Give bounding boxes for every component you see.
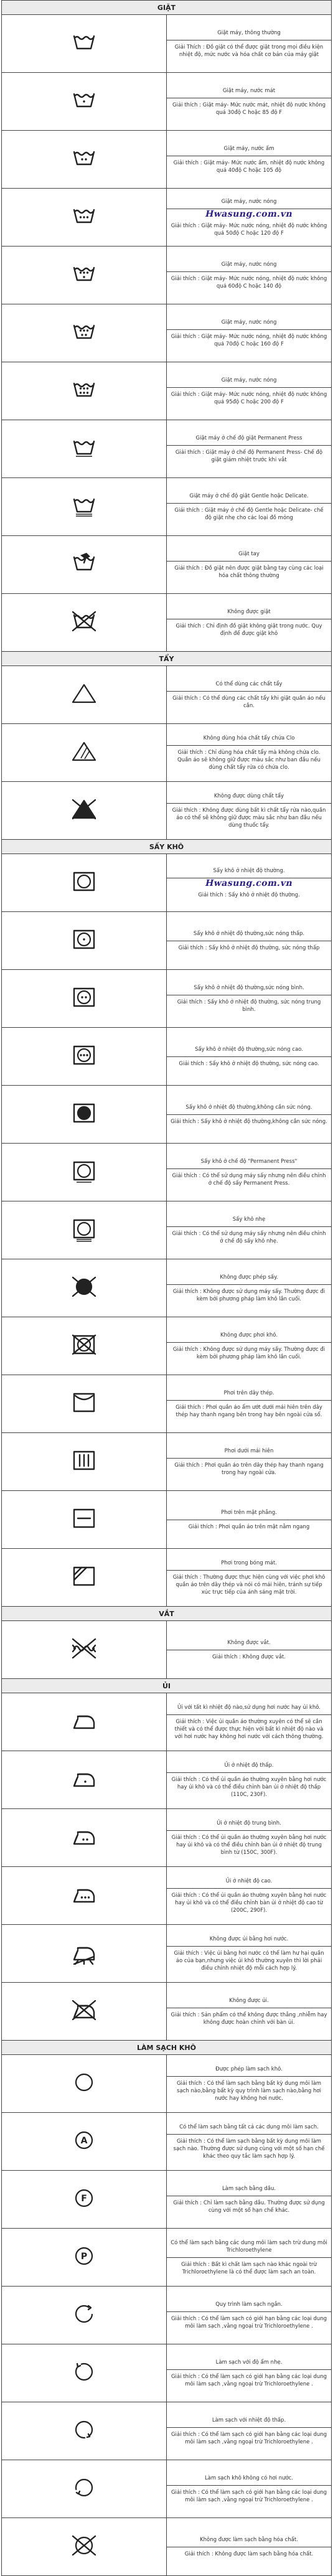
dry-clean-petroleum-icon [70, 2186, 98, 2212]
care-row [2, 2229, 332, 2287]
care-symbol-cell [2, 362, 167, 420]
do-not-tumble-dry-icon [70, 1275, 98, 1301]
care-title: Được phép làm sạch khô. [215, 2066, 283, 2072]
care-description: Giải thích : Sấy khô ở nhiệt độ thường,không cần sức nóng. [171, 1118, 327, 1125]
care-title: Ủi ở nhiệt độ trung bình. [217, 1820, 281, 1826]
care-description: Giải thích : Có thể dùng các chất tẩy khi giặt quần áo nếu cần. [172, 695, 326, 709]
care-text-cell [167, 970, 332, 1028]
wash-gentle-icon [70, 494, 98, 520]
bleach-non-chlorine-icon [70, 740, 98, 766]
care-description: Giải thích : Thường được thực hiện cùng với việc phơi khô quần áo trên dây thép và nói có mái hiên, tránh sự tiếp xúc trực tiếp của ánh sáng mặt trời. [172, 1574, 326, 1596]
care-row [2, 782, 332, 840]
dry-clean-reduced-moisture-icon [70, 2360, 98, 2386]
section-header-row [2, 652, 332, 666]
care-table [1, 0, 332, 2576]
care-symbol-cell [2, 15, 167, 73]
care-text-cell [167, 1259, 332, 1317]
care-title: Giặt máy, nước nóng [221, 261, 277, 268]
do-not-wash-icon [70, 609, 98, 636]
care-symbol-cell [2, 1549, 167, 1607]
tumble-dry-low-icon [70, 928, 98, 954]
watermark-row [167, 878, 331, 888]
care-row [2, 2113, 332, 2171]
care-symbol-cell [2, 1693, 167, 1751]
care-text-cell [167, 304, 332, 362]
care-text-cell [167, 478, 332, 536]
care-text-cell [167, 594, 332, 652]
care-description: Giải thích : Phơi quần áo trên mặt nằm ngang [188, 1523, 310, 1530]
care-description: Giải thích : Không được làm sạch bằng hóa chất. [184, 2550, 314, 2557]
care-symbol-cell [2, 2171, 167, 2229]
care-title: Phơi dưới mái hiên [224, 1447, 274, 1454]
care-symbol-cell [2, 304, 167, 362]
care-row [2, 1144, 332, 1201]
care-symbol-cell [2, 420, 167, 478]
tumble-dry-no-heat-icon [70, 1101, 98, 1127]
care-text-cell [167, 189, 332, 247]
care-text-cell [167, 1925, 332, 1983]
care-title: Có thể dùng các chất tẩy [215, 680, 283, 687]
care-symbol-cell [2, 2460, 167, 2518]
care-symbol-cell [2, 2055, 167, 2113]
care-symbol-cell [2, 666, 167, 724]
line-dry-icon [70, 1391, 98, 1417]
iron-medium-icon [70, 1825, 98, 1851]
care-text-cell [167, 1693, 332, 1751]
care-symbol-cell [2, 1809, 167, 1867]
section-header-row [2, 1, 332, 15]
care-text-cell [167, 1621, 332, 1679]
care-description: Giải Thích : Đồ giặt có thể được giặt trong mọi điều kiện nhiệt độ, mức nước và hóa chất cơ bản của máy giặt [174, 44, 324, 58]
care-row [2, 1983, 332, 2041]
care-description: Giải thích : Giặt máy- Mức nước nóng, nhiệt độ nước không quá 95độ C hoặc 200 độ F [171, 391, 327, 405]
do-not-wring-icon [70, 1637, 98, 1663]
section-title: ỦI [2, 1679, 332, 1693]
care-title: Làm sạch với nhiệt độ thấp. [212, 2417, 286, 2423]
care-row [2, 1621, 332, 1679]
section-header-row [2, 840, 332, 854]
care-description: Giải thích : Giặt máy- Mức nước mát, nhiệt độ nước không quá 30độ C hoặc 85 độ F [172, 101, 326, 116]
wash-permanent-press-icon [70, 436, 98, 462]
care-text-cell [167, 1983, 332, 2041]
svg-text:F: F [81, 2194, 87, 2204]
care-text-cell [167, 1549, 332, 1607]
care-description: Giải thích : Phơi quần áo trên dây thép hay thanh ngang trong hay ngoài cửa. [174, 1462, 324, 1476]
do-not-dry-icon [70, 1333, 98, 1359]
do-not-iron-icon [70, 1998, 98, 2024]
care-symbol-cell [2, 782, 167, 840]
care-row [2, 420, 332, 478]
drip-dry-icon [70, 1449, 98, 1475]
care-symbol-cell [2, 2287, 167, 2344]
care-row [2, 2518, 332, 2576]
care-row [2, 189, 332, 247]
tumble-dry-medium-icon [70, 985, 98, 1012]
care-description: Giải thích : Giặt máy ở chế độ Gentle hoặc Delicate- chế độ giặt nhẹ cho các loại đồ mỏng [174, 507, 324, 521]
care-symbol-cell [2, 724, 167, 782]
wash-60-icon [70, 262, 98, 288]
bleach-any-icon [70, 682, 98, 708]
care-title: Phơi trên mặt phẳng. [221, 1509, 277, 1516]
care-row [2, 594, 332, 652]
dry-clean-perchlor-icon [70, 2244, 98, 2270]
care-title: Không được phép sấy. [220, 1274, 278, 1281]
section-title: GIẶT [2, 1, 332, 15]
care-description: Giải thích : Chỉ dùng hóa chất tẩy mà không chứa clo. Quần áo sẽ không giữ được màu sắc như ban đầu nếu dùng chất tẩy rửa có chứa clo. [177, 749, 321, 771]
care-text-cell [167, 854, 332, 912]
care-text-cell [167, 131, 332, 189]
care-row [2, 15, 332, 73]
care-title: Sấy khô ở nhiệt độ thường,không cần sức nóng. [185, 1104, 312, 1111]
care-text-cell [167, 1201, 332, 1259]
svg-text:A: A [80, 2136, 88, 2146]
section-header-row [2, 1607, 332, 1621]
section-title: LÀM SẠCH KHÔ [2, 2041, 332, 2055]
iron-no-steam-icon [70, 1940, 98, 1967]
care-title: Giặt máy, nước ấm [223, 145, 274, 152]
care-description: Giải thích : Sấy khô ở nhiệt độ thường, sức nóng cao. [179, 1060, 319, 1067]
care-row [2, 2055, 332, 2113]
care-text-cell [167, 1433, 332, 1491]
care-title: Không được phơi khô. [220, 1332, 278, 1338]
care-title: Làm sạch bằng dầu. [222, 2185, 276, 2192]
care-description: Giải thích : Không được dùng bất kì chất tẩy rửa nào,quần áo có thể sẽ không giữ được màu sắc như ban đầu nếu dùng thuốc tẩy. [172, 807, 326, 829]
care-row [2, 2287, 332, 2344]
care-text-cell [167, 2171, 332, 2229]
care-row [2, 1925, 332, 1983]
care-text-cell [167, 2055, 332, 2113]
wash-40-icon [70, 146, 98, 172]
care-text-cell [167, 15, 332, 73]
iron-high-icon [70, 1883, 98, 1909]
dry-clean-no-steam-icon [70, 2476, 98, 2502]
care-description: Giải thích : Sấy khô ở nhiệt độ thường. [198, 891, 300, 898]
care-description: Giải thích : Có thể ủi quần áo thường xuyên bằng hơi nước hay ủi khô và có thể điều chỉnh bàn ủi ở nhiệt độ trung bình từ (150C, 300F). [171, 1834, 327, 1856]
care-text-cell [167, 1317, 332, 1375]
care-row [2, 1433, 332, 1491]
care-description: Giải thích : Việc ủi bằng hơi nước có thể làm hư hại quần áo của bạn,nhưng việc ủi khô thường xuyên thì lời phải điều chỉnh nhiệt độ mỗi cách hợp lý. [174, 1950, 324, 1972]
care-text-cell [167, 2229, 332, 2287]
care-title: Sấy khô ở nhiệt độ thường,sức nóng thấp. [193, 930, 305, 937]
care-row [2, 1028, 332, 1086]
care-title: Không được giặt [227, 608, 271, 615]
care-text-cell [167, 2460, 332, 2518]
care-text-cell [167, 1144, 332, 1201]
care-description: Giải thích : Phơi quần áo ẩm ướt dưới mái hiên trên dây thép hay thanh ngang bên trong hay bên ngoài cửa sổ. [176, 1404, 322, 1418]
care-row [2, 1693, 332, 1751]
care-description: Giải thích : Giặt máy ở chế độ Permanent Press- Chế độ giặt giảm nhiệt trước khi vắt [175, 449, 323, 463]
care-row [2, 1491, 332, 1549]
care-description: Giải thích : Có thể làm sạch bằng bất kỳ dung môi làm sạch nào. Thường được sử dụng cùng với một số hạn chế khác theo quy tắc làm sạch hợp lý. [173, 2138, 325, 2160]
care-text-cell [167, 2113, 332, 2171]
iron-any-icon [70, 1709, 98, 1735]
hand-wash-icon [70, 552, 98, 578]
care-title: Ủi ở nhiệt độ cao. [225, 1878, 273, 1884]
care-title: Sấy khô nhẹ [232, 1216, 266, 1223]
care-title: Giặt máy, nước nóng [221, 377, 277, 383]
care-title: Ủi với tất kì nhiệt độ nào,sử dụng hơi nước hay ủi khô. [177, 1704, 321, 1711]
care-text-cell [167, 362, 332, 420]
care-symbol-cell [2, 1259, 167, 1317]
care-description: Giải thích : Chỉ làm sạch bằng dầu. Thường được sử dụng cùng với một số hạn chế khác. [173, 2199, 325, 2214]
care-row [2, 666, 332, 724]
care-row [2, 1317, 332, 1375]
care-title: Phơi trên dây thép. [223, 1389, 274, 1396]
care-title: Giặt máy, thông thường [217, 29, 281, 36]
care-row [2, 1201, 332, 1259]
care-description: Giải thích : Có thể ủi quần áo thường xuyên bằng hơi nước hay ủi khô và có thể điều chỉnh bàn ủi ở nhiệt độ thấp (110C, 230F). [171, 1776, 327, 1798]
care-text-cell [167, 724, 332, 782]
care-title: Không được ủi. [229, 1997, 269, 2004]
svg-text:P: P [80, 2252, 88, 2262]
care-text-cell [167, 2287, 332, 2344]
care-title: Làm sạch khô không có hơi nước. [204, 2475, 294, 2481]
care-description: Giải thích : Có thể làm sạch có giới hạn bằng các loại dung môi làm sạch ,vằng ngoại trừ Trichloroethylene . [171, 2489, 327, 2503]
care-symbol-cell [2, 1028, 167, 1086]
care-title: Làm sạch với độ ẩm nhẹ. [215, 2359, 283, 2366]
watermark-text: Hwasung.com.vn [204, 209, 294, 219]
care-description: Giải thích : Việc ủi quần áo thường xuyên có thể sẽ cần thiết và có thể được thực hiện với bất kì nhiệt độ nào và với hơi nước hay không hơi nước với cách thông thường. [174, 1718, 324, 1740]
wash-hand-icon [70, 31, 98, 57]
tumble-dry-permanent-press-icon [70, 1159, 98, 1185]
dry-clean-low-heat-icon [70, 2418, 98, 2444]
care-symbol-cell [2, 2113, 167, 2171]
care-row [2, 478, 332, 536]
care-title: Có thể làm sạch bằng tất cả các dung môi làm sạch. [179, 2123, 319, 2130]
dry-clean-short-cycle-icon [70, 2302, 98, 2328]
care-title: Giặt máy, nước mát [222, 87, 276, 94]
care-row [2, 73, 332, 131]
tumble-dry-high-icon [70, 1043, 98, 1069]
care-symbol-cell [2, 2402, 167, 2460]
care-row [2, 1375, 332, 1433]
care-description: Giải thích : Không được vắt. [212, 1653, 286, 1660]
tumble-dry-gentle-icon [70, 1217, 98, 1243]
care-symbol-cell [2, 131, 167, 189]
care-symbol-cell [2, 1201, 167, 1259]
care-text-cell [167, 536, 332, 594]
care-symbol-cell [2, 2344, 167, 2402]
care-symbol-cell [2, 1433, 167, 1491]
care-text-cell [167, 666, 332, 724]
care-description: Giải thích : Sấy khô ở nhiệt độ thường, sức nóng thấp [178, 944, 320, 951]
care-title: Sấy khô ở chế độ "Permanent Press" [200, 1158, 298, 1165]
care-description: Giải thích : Có thể làm sạch có giới hạn bằng các loại dung môi làm sạch ,vằng ngoại trừ Trichloroethylene . [171, 2315, 327, 2329]
care-title: Phơi trong bóng mát. [221, 1559, 277, 1566]
care-title: Giặt máy, nước nóng [221, 319, 277, 326]
care-symbol-cell [2, 1925, 167, 1983]
care-symbol-cell [2, 1983, 167, 2041]
care-title: Quy trình làm sạch ngắn. [215, 2301, 283, 2308]
care-symbol-cell [2, 2518, 167, 2576]
care-symbol-cell [2, 247, 167, 304]
care-symbol-cell [2, 1621, 167, 1679]
care-description: Giải thích : Có thể làm sạch có giới hạn bằng các loại dung môi làm sạch ,vằng ngoại trừ Trichloroethylene . [171, 2373, 327, 2387]
section-header-row [2, 2041, 332, 2055]
care-text-cell [167, 1086, 332, 1144]
care-title: Giặt máy ở chế độ giặt Permanent Press [195, 435, 303, 441]
wash-50-icon [70, 204, 98, 230]
care-row [2, 1751, 332, 1809]
care-title: Giặt máy ở chế độ giặt Gentle hoặc Delicate. [189, 492, 309, 499]
care-row [2, 536, 332, 594]
care-symbol-cell [2, 1144, 167, 1201]
care-symbol-cell [2, 2229, 167, 2287]
care-row [2, 912, 332, 970]
do-not-bleach-icon [70, 797, 98, 824]
care-description: Giải thích : Sấy khô ở nhiệt độ thường, sức nóng trung bình. [177, 999, 321, 1013]
care-description: Giải thích : Giặt máy- Mức nước nóng, nhiệt độ nước không quá 60độ C hoặc 140 độ [171, 275, 327, 289]
care-symbol-cell [2, 478, 167, 536]
care-text-cell [167, 247, 332, 304]
care-symbol-cell [2, 1867, 167, 1925]
care-description: Giải thích : Không được sử dụng máy sấy. Thường được đi kèm bởi phương pháp làm khô lần cuối. [172, 1288, 326, 1302]
dry-clean-any-solvent-icon [70, 2128, 98, 2155]
care-description: Giải thích : Có thể làm sạch bằng bất kỳ dung môi làm sạch nào,bằng bất kỳ quy trình làm sạch nào,bằng hơi nước hay không hơi nước. [176, 2080, 322, 2102]
care-symbol-cell [2, 1375, 167, 1433]
care-description: Giải thích : Chỉ định đồ giặt không giặt trong nước. Quy định để được giặt khô [176, 623, 322, 637]
care-row [2, 1809, 332, 1867]
care-description: Giải thích : Giặt máy- Mức nước nóng, nhiệt độ nước không quá 50độ C hoặc 120 độ F [171, 222, 327, 237]
dry-in-shade-icon [70, 1564, 98, 1591]
care-symbol-cell [2, 1317, 167, 1375]
care-row [2, 2344, 332, 2402]
care-title: Không được làm sạch bằng hóa chất. [200, 2536, 298, 2543]
care-symbol-cell [2, 912, 167, 970]
care-row [2, 1867, 332, 1925]
care-row [2, 970, 332, 1028]
care-row [2, 2171, 332, 2229]
care-row [2, 362, 332, 420]
care-title: Có thể làm sạch bằng các dung môi làm sạch trừ dung môi Trichloroethylene [171, 2239, 327, 2254]
section-title: SẤY KHÔ [2, 840, 332, 854]
care-text-cell [167, 2344, 332, 2402]
care-text-cell [167, 73, 332, 131]
care-text-cell [167, 912, 332, 970]
care-title: Ủi ở nhiệt độ thấp. [224, 1762, 274, 1769]
care-text-cell [167, 782, 332, 840]
section-title: VẮT [2, 1607, 332, 1621]
laundry-care-symbol-chart [1, 0, 332, 2576]
care-text-cell [167, 1375, 332, 1433]
care-symbol-cell [2, 536, 167, 594]
care-row [2, 247, 332, 304]
wash-70-icon [70, 320, 98, 346]
wash-30-icon [70, 88, 98, 115]
tumble-dry-normal-icon [70, 870, 98, 896]
care-symbol-cell [2, 1751, 167, 1809]
care-text-cell [167, 1491, 332, 1549]
care-symbol-cell [2, 1491, 167, 1549]
care-text-cell [167, 420, 332, 478]
care-row [2, 1259, 332, 1317]
care-description: Giải thích : Có thể sử dụng máy sấy nhưng nên điều chỉnh ở chế độ sấy khô nhẹ. [172, 1230, 326, 1244]
care-title: Sấy khô ở nhiệt độ thường,sức nóng bình. [194, 984, 304, 991]
care-description: Giải thích : Không được sử dụng máy sấy. Thường được đi kèm bởi phương pháp làm khô lần cuối. [172, 1346, 326, 1360]
care-text-cell [167, 2402, 332, 2460]
care-symbol-cell [2, 970, 167, 1028]
care-title: Không được dùng chất tẩy [213, 792, 284, 799]
care-row [2, 2460, 332, 2518]
care-row [2, 724, 332, 782]
care-text-cell [167, 1751, 332, 1809]
care-text-cell [167, 1028, 332, 1086]
wash-95-icon [70, 378, 98, 404]
do-not-dry-clean-icon [70, 2534, 98, 2560]
watermark-row [167, 209, 331, 219]
care-symbol-cell [2, 73, 167, 131]
care-symbol-cell [2, 854, 167, 912]
care-text-cell [167, 2518, 332, 2576]
care-text-cell [167, 1809, 332, 1867]
dry-flat-icon [70, 1507, 98, 1533]
dry-clean-icon [70, 2071, 98, 2097]
care-description: Giải thích : Bất kì chất làm sạch nào khác ngoài trừ Trichloroethylene là có thể được làm sạch an toàn. [181, 2261, 317, 2275]
care-symbol-cell [2, 594, 167, 652]
care-row [2, 2402, 332, 2460]
care-row [2, 304, 332, 362]
care-description: Giải thích : Sản phẩm có thể không được thẳng ,nhiễm hay không được hoàn chỉnh với bàn ủi. [171, 2011, 327, 2026]
care-description: Giải thích : Có thể sử dụng máy sấy nhưng nên điều chỉnh ở chế độ sấy Permanent Press. [172, 1172, 326, 1187]
care-symbol-cell [2, 189, 167, 247]
care-symbol-cell [2, 1086, 167, 1144]
care-title: Giặt tay [238, 550, 260, 557]
care-row [2, 1549, 332, 1607]
care-title: Không được ủi bằng hơi nước. [209, 1935, 289, 1942]
care-text-cell [167, 1867, 332, 1925]
section-header-row [2, 1679, 332, 1693]
care-description: Giải thích : Có thể ủi quần áo thường xuyên bằng hơi nước hay ủi khô và có thể điều chỉnh bàn ủi ở nhiệt độ cao từ (200C, 290F). [171, 1892, 327, 1914]
care-title: Không được vắt. [227, 1639, 271, 1646]
care-description: Giải thích : Đồ giặt nên được giặt bằng tay cùng các loại hóa chất thông thường [174, 565, 324, 579]
care-title: Sấy khô ở nhiệt độ thường. [213, 867, 285, 874]
care-description: Giải thích : Giặt máy- Mức nước nóng, nhiệt độ nước không quá 70độ C hoặc 160 độ F [171, 333, 327, 347]
care-row [2, 854, 332, 912]
care-title: Không dùng hóa chất tẩy chứa Clo [203, 735, 295, 741]
care-row [2, 131, 332, 189]
care-row [2, 1086, 332, 1144]
section-title: TẨY [2, 652, 332, 666]
watermark-text: Hwasung.com.vn [204, 878, 294, 888]
iron-low-icon [70, 1767, 98, 1793]
care-description: Giải thích : Giặt máy- Mức nước ấm, nhiệt độ nước không quá 40độ C hoặc 105 độ [173, 159, 325, 174]
care-title: Sấy khô ở nhiệt độ thường,sức nóng cao. [195, 1046, 303, 1053]
care-title: Giặt máy, nước nóng [221, 198, 277, 205]
care-description: Giải thích : Có thể làm sạch có giới hạn bằng các loại dung môi làm sạch ,vằng ngoại trừ Trichloroethylene . [171, 2431, 327, 2445]
